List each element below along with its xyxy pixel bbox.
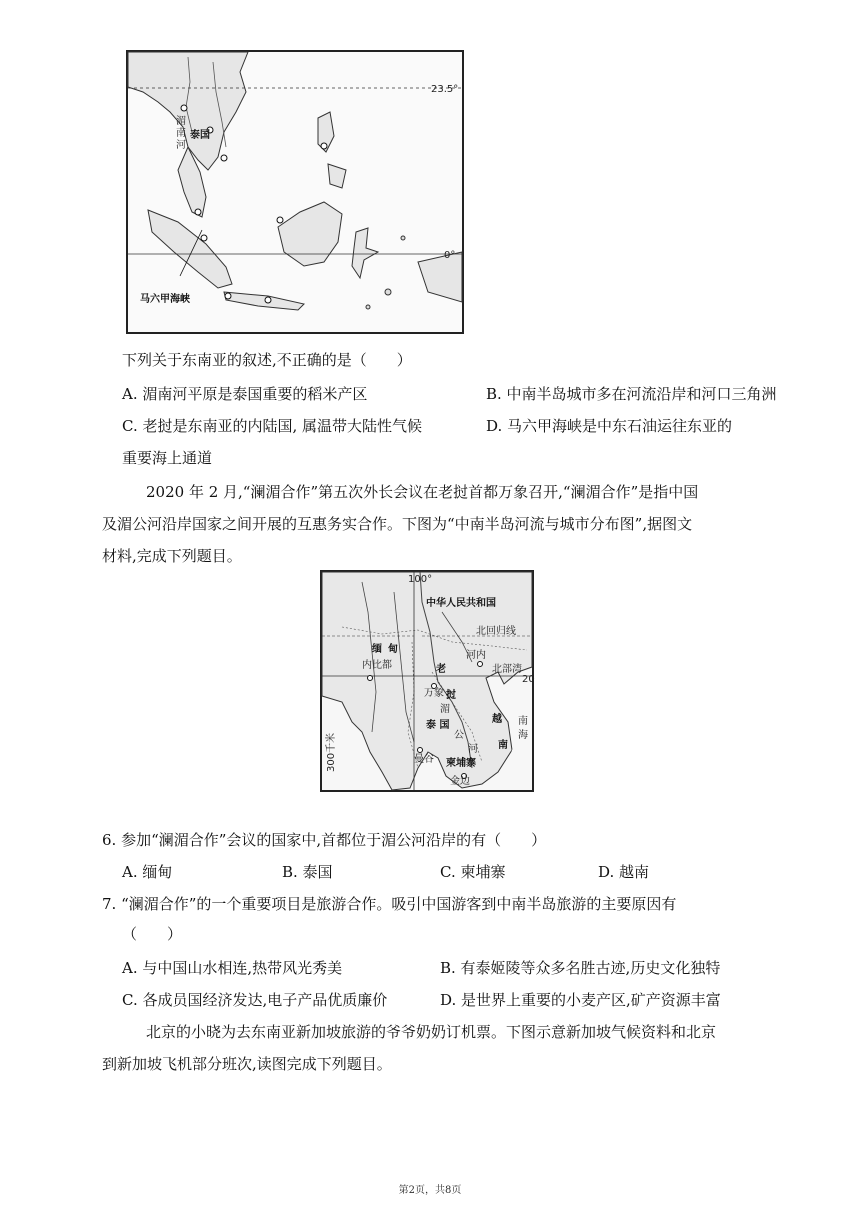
menam-label-2: 南 — [176, 128, 186, 139]
passage-2-line-3: 材料,完成下列题目。 — [102, 547, 242, 565]
china-label: 中华人民共和国 — [426, 598, 496, 609]
menam-label-1: 湄 — [176, 116, 186, 127]
cambodia-label: 柬埔寨 — [446, 758, 476, 769]
malacca-strait-label: 马六甲海峡 — [140, 294, 190, 305]
mekong-label-2: 公 — [454, 730, 464, 741]
question-6-stem: 6. 参加“澜湄合作”会议的国家中,首都位于湄公河沿岸的有（ ） — [102, 831, 547, 849]
gulf-of-tonkin-label: 北部湾 — [492, 664, 522, 675]
menam-label-3: 河 — [176, 140, 186, 151]
phnom-penh-label: 金边 — [450, 776, 470, 787]
question-7-stem: 7. “澜湄合作”的一个重要项目是旅游合作。吸引中国游客到中南半岛旅游的主要原因有 — [102, 895, 677, 913]
myanmar-label-1: 缅 — [372, 644, 382, 655]
question-7-option-a: A. 与中国山水相连,热带风光秀美 — [122, 959, 343, 977]
thailand-label: 泰国 — [190, 130, 210, 141]
naypyidaw-label: 内比都 — [362, 660, 392, 671]
mekong-label-1: 湄 — [440, 704, 450, 715]
question-5-option-a: A. 湄南河平原是泰国重要的稻米产区 — [122, 385, 368, 403]
laos-label-1: 老 — [436, 664, 446, 675]
vietnam-label-2: 南 — [498, 740, 508, 751]
myanmar-label-2: 甸 — [388, 644, 398, 655]
tropic-latitude-label: 23.5° — [431, 84, 459, 95]
question-6-option-d: D. 越南 — [598, 863, 650, 881]
question-6-option-b: B. 泰国 — [282, 863, 333, 881]
question-6-option-c: C. 柬埔寨 — [440, 863, 506, 881]
question-5-option-d-continued: 重要海上通道 — [122, 449, 213, 467]
south-sea-label-1: 南 — [518, 716, 528, 727]
passage-3-line-1: 北京的小晓为去东南亚新加坡旅游的爷爷奶奶订机票。下图示意新加坡气候资料和北京 — [146, 1023, 717, 1041]
hanoi-label: 河内 — [466, 650, 486, 661]
passage-2-line-2: 及湄公河沿岸国家之间开展的互惠务实合作。下图为“中南半岛河流与城市分布图”,据图文 — [102, 515, 693, 533]
page-footer: 第2页，共8页 — [398, 1185, 462, 1196]
question-6-option-a: A. 缅甸 — [122, 863, 173, 881]
latitude-20-label: 20 — [522, 674, 535, 685]
question-7-option-b: B. 有泰姬陵等众多名胜古迹,历史文化独特 — [440, 959, 721, 977]
question-7-option-d: D. 是世界上重要的小麦产区,矿产资源丰富 — [440, 991, 721, 1009]
bangkok-label: 曼谷 — [414, 754, 434, 765]
tropic-of-cancer-label: 北回归线 — [476, 626, 516, 637]
passage-2-line-1: 2020 年 2 月,“澜湄合作”第五次外长会议在老挝首都万象召开,“澜湄合作”是指中国 — [146, 483, 699, 501]
question-7-option-c: C. 各成员国经济发达,电子产品优质廉价 — [122, 991, 388, 1009]
question-5-option-b: B. 中南半岛城市多在河流沿岸和河口三角洲 — [486, 385, 777, 403]
southeast-asia-map — [126, 50, 464, 334]
indochina-map — [320, 570, 534, 792]
mekong-label-3: 河 — [468, 744, 478, 755]
vientiane-label: 万象 — [424, 688, 444, 699]
vietnam-label-1: 越 — [492, 714, 502, 725]
meridian-100-label: 100° — [408, 574, 433, 585]
scale-label: 300千米 — [326, 732, 337, 772]
south-sea-label-2: 海 — [518, 730, 528, 741]
laos-label-2: 挝 — [446, 690, 456, 701]
question-5-option-c: C. 老挝是东南亚的内陆国, 属温带大陆性气候 — [122, 417, 423, 435]
equator-latitude-label: 0° — [444, 250, 456, 261]
question-5-option-d: D. 马六甲海峡是中东石油运往东亚的 — [486, 417, 733, 435]
question-5-stem: 下列关于东南亚的叙述,不正确的是（ ） — [122, 351, 412, 369]
question-7-answer-paren: （ ） — [122, 925, 183, 943]
passage-3-line-2: 到新加坡飞机部分班次,读图完成下列题目。 — [102, 1055, 392, 1073]
thailand-label: 泰 国 — [426, 720, 450, 731]
